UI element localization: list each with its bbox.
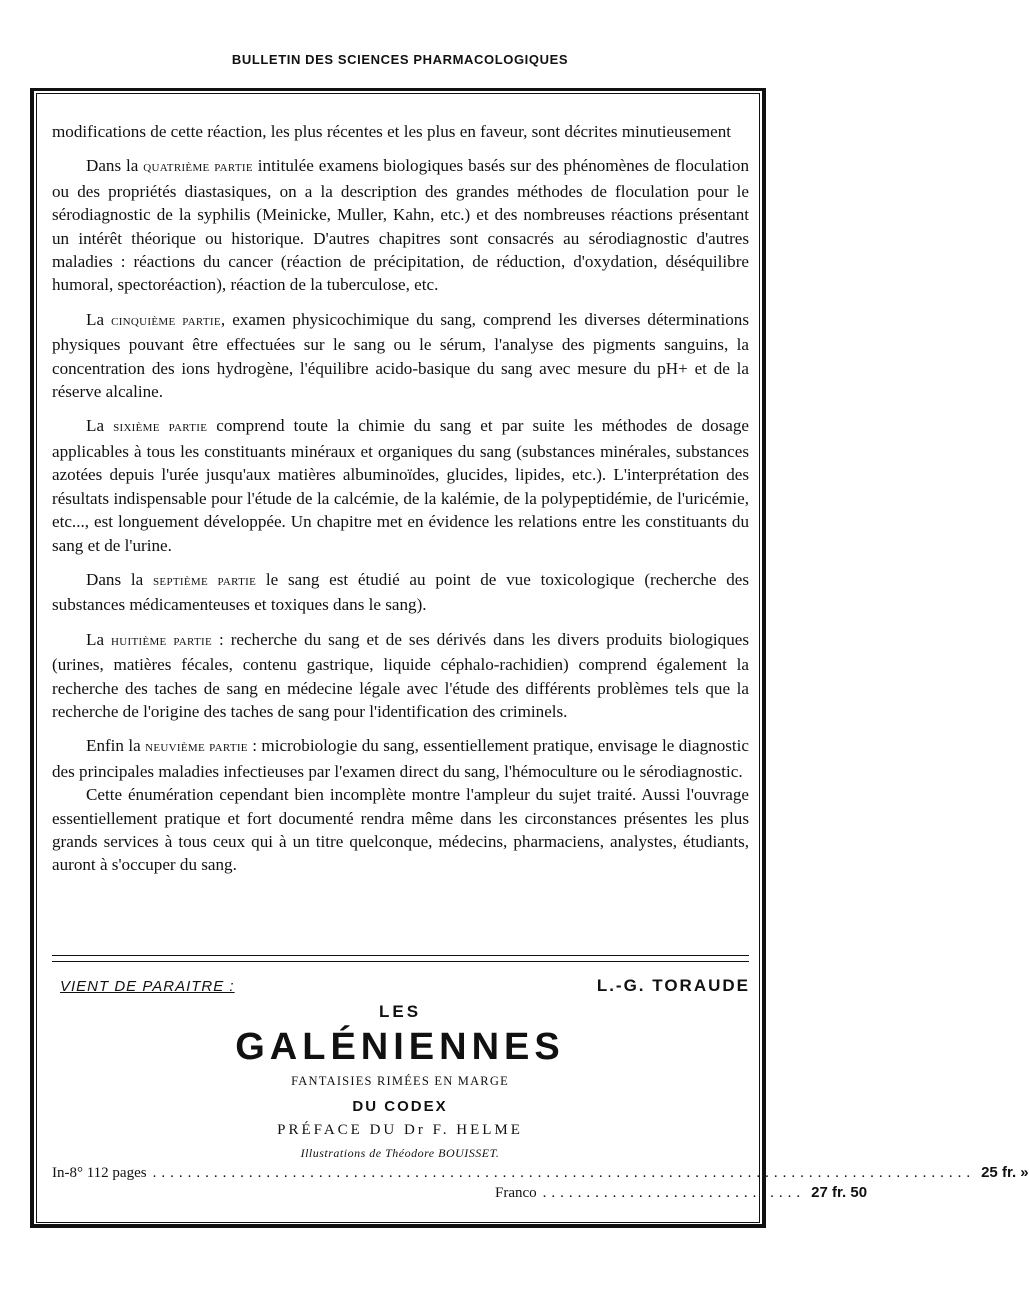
paragraph-ninth-part bbox=[52, 734, 749, 783]
text: intitulée examens biologiques basés sur des phénomènes de floculation ou des propriétés diastasiques, on a la description des grandes méthodes de floculation pour le sérodiagnostic de la syphilis (Meinicke, Muller, Kahn, etc.) et des nombreuses réactions présentant un intérêt théorique ou historique. D'autres chapitres sont consacrés au sérodiagnostic d'autres maladies : réactions du cancer (réaction de précipitation, de réduction, d'oxydation, déséquilibre humoral, spectoréaction), réaction de la tuberculose, etc. bbox=[52, 156, 749, 295]
format-label: In-8° 112 pages bbox=[52, 1165, 147, 1181]
advert-preface: PRÉFACE DU Dr F. HELME bbox=[277, 1122, 523, 1138]
advert-codex: DU CODEX bbox=[352, 1098, 448, 1115]
text: Dans la bbox=[86, 569, 154, 589]
text: La bbox=[86, 309, 112, 329]
price-row-franco bbox=[52, 1184, 868, 1202]
section-ref: quatrième partie bbox=[143, 159, 253, 176]
section-ref: neuvième partie bbox=[145, 739, 248, 756]
paragraph-continued bbox=[52, 120, 749, 143]
advert-author: L.-G. TORAUDE bbox=[596, 976, 750, 995]
review-body bbox=[52, 120, 749, 888]
paragraph-fourth-part bbox=[52, 154, 749, 296]
text: : recherche du sang et de ses dérivés dans les divers produits biologiques (urines, matières fécales, contenu gastrique, liquide céphalo-rachidien) comprend également la recherche des taches de sang en médecine légale avec l'étude des différents problèmes tels que la recherche de l'origine des taches de sang pour l'identification des criminels. bbox=[52, 629, 749, 721]
dot-leader: .............................................................................................. bbox=[152, 1165, 976, 1181]
text: La bbox=[86, 416, 114, 436]
advert-tagline: VIENT DE PARAITRE : bbox=[60, 978, 235, 995]
section-ref: huitième partie bbox=[111, 632, 212, 649]
text: La bbox=[86, 629, 112, 649]
paragraph-conclusion bbox=[52, 783, 749, 877]
advert-subtitle: FANTAISIES RIMÉES EN MARGE bbox=[291, 1074, 509, 1088]
advert-article: LES bbox=[378, 1002, 422, 1021]
text: comprend toute la chimie du sang et par suite les méthodes de dosage applicables à tous les constituants minéraux et organiques du sang (substances minérales, substances azotées depuis l'urée jusqu'aux matières albuminoïdes, glucides, lipides, etc.). L'interprétation des résultats indispensable pour l'étude de la calcémie, de la kalémie, de la polypeptidémie, de l'uricémie, etc..., est longuement développée. Un chapitre met en évidence les relations entre les constituants du sang et de l'urine. bbox=[52, 416, 749, 555]
text: , examen physicochimique du sang, comprend les diverses déterminations physiques pouvant être effectuées sur le sang ou le sérum, l'analyse des pigments sanguins, la concentration des ions hydrogène, l'équilibre acido-basique du sang avec mesure du pH+ et de la réserve alcaline. bbox=[52, 309, 749, 402]
advert-illustrations: Illustrations de Théodore BOUISSET. bbox=[300, 1146, 500, 1160]
paragraph-sixth-part bbox=[52, 414, 749, 556]
paragraph-text: Cette énumération cependant bien incomplète montre l'ampleur du sujet traité. Aussi l'ouvrage essentiellement pratique et fort documenté rendra même dans les circonstances présentes les plus grands services à tous ceux qui à un titre quelconque, médecins, pharmaciens, analystes, étudiants, auront à s'occuper du sang. bbox=[52, 785, 749, 875]
paragraph-text: modifications de cette réaction, les plus récentes et les plus en faveur, sont décrites minutieusement bbox=[52, 122, 732, 141]
text: Enfin la bbox=[86, 736, 146, 756]
section-ref: septième partie bbox=[153, 572, 257, 589]
section-ref: sixième partie bbox=[113, 419, 208, 436]
franco-price-value: 27 fr. 50 bbox=[811, 1184, 868, 1201]
dot-leader: .............................. bbox=[542, 1185, 806, 1201]
price-value: 25 fr. » bbox=[981, 1164, 1029, 1181]
paragraph-fifth-part bbox=[52, 308, 749, 404]
text: le sang est étudié au point de vue toxicologique (recherche des substances médicamenteuses et toxiques dans le sang). bbox=[52, 569, 750, 615]
price-row-format bbox=[52, 1164, 1029, 1182]
franco-label: Franco bbox=[495, 1185, 537, 1201]
advert-book-title: GALÉNIENNES bbox=[235, 1026, 565, 1068]
text: Dans la bbox=[86, 156, 144, 176]
text: : microbiologie du sang, essentiellement pratique, envisage le diagnostic des principales maladies infectieuses par l'examen direct du sang, l'hémoculture ou le sérodiagnostic. bbox=[52, 736, 749, 781]
running-title: BULLETIN DES SCIENCES PHARMACOLOGIQUES bbox=[231, 52, 569, 67]
double-rule-divider bbox=[52, 955, 749, 962]
paragraph-eighth-part bbox=[52, 628, 749, 724]
section-ref: cinquième partie bbox=[111, 312, 221, 329]
paragraph-seventh-part bbox=[52, 568, 749, 617]
